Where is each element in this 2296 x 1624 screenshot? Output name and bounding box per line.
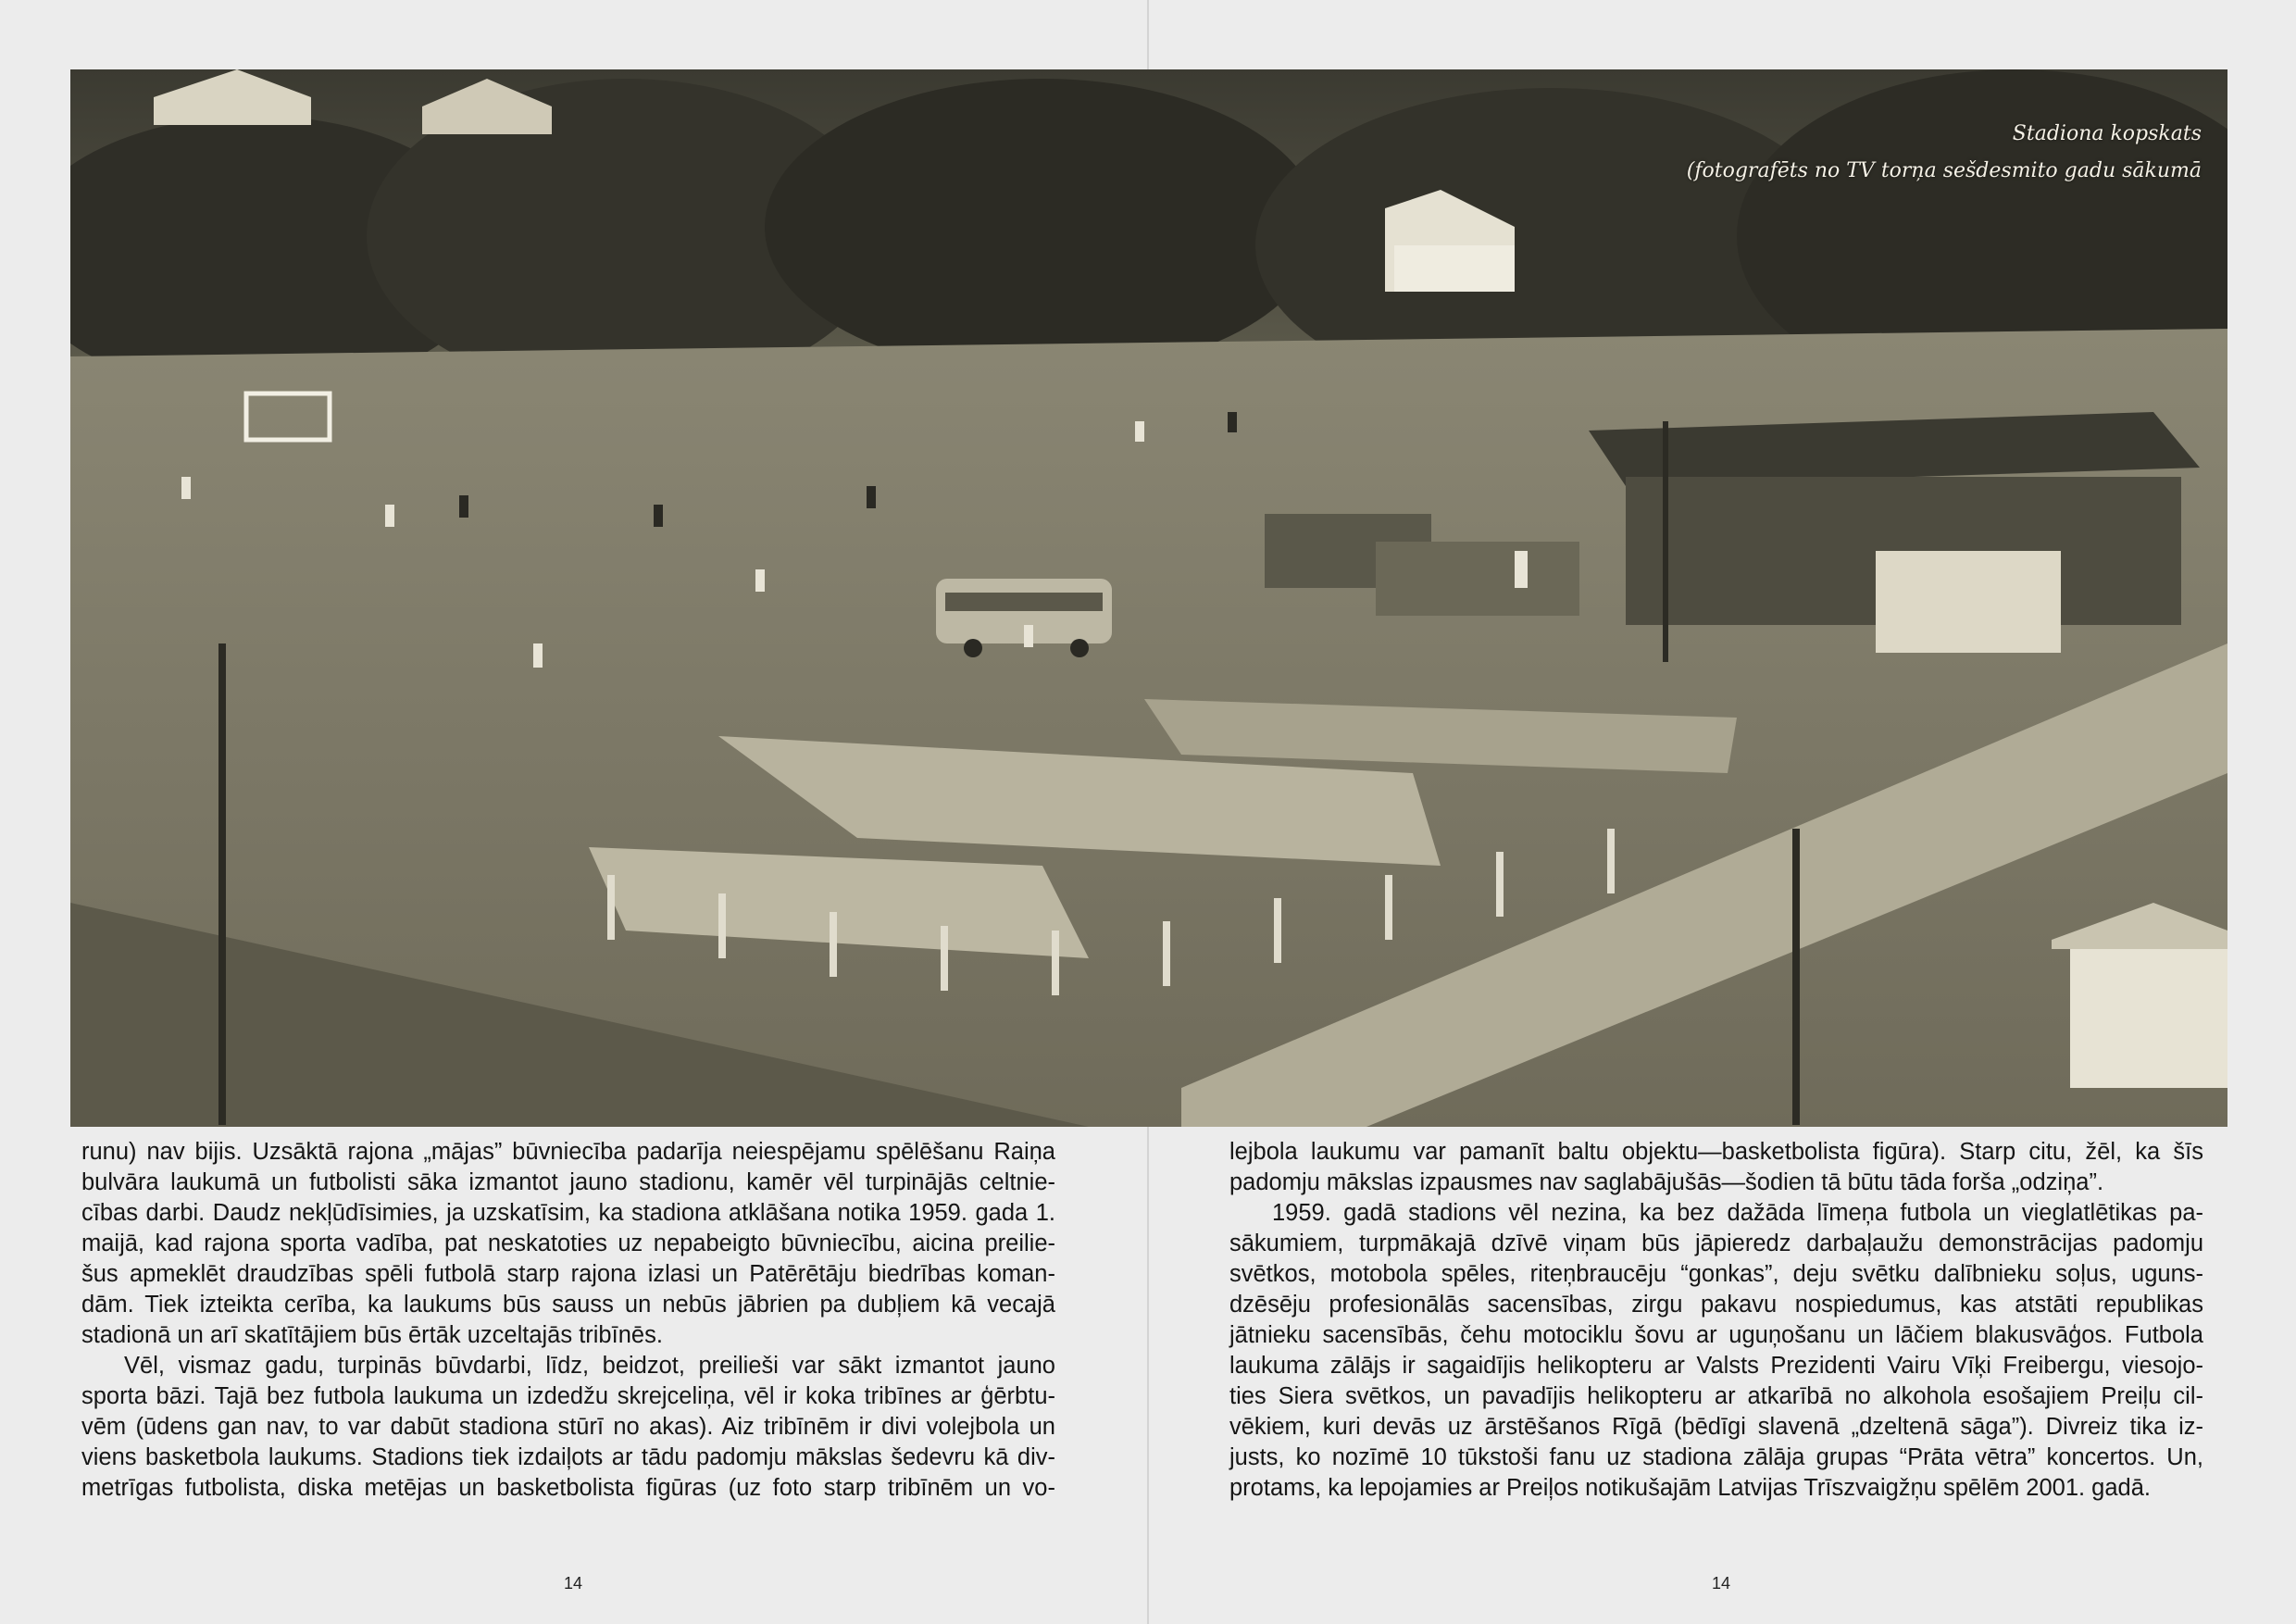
stadium-photo-icon — [70, 69, 2227, 1127]
text-line: ties Siera svētkos, un pavadījis helikopteru ar atkarībā no alkohola esošajiem Preiļu cil- — [1229, 1383, 2203, 1409]
text-line: svētkos, motobola spēles, riteņbraucēju “gonkas”, deju svētku dalībnieku soļus, uguns- — [1229, 1261, 2203, 1287]
text-line: vēkiem, kuri devās uz ārstēšanos Rīgā (bēdīgi slavenā „dzeltenā sāga”). Divreiz tika iz- — [1229, 1414, 2203, 1440]
stadium-photo — [70, 69, 2227, 1127]
text-line: maijā, kad rajona sporta vadība, pat neskatoties uz nepabeigto būvniecību, aicina preilie- — [81, 1230, 1055, 1256]
text-line: vēm (ūdens gan nav, to var dabūt stadiona stūrī no akas). Aiz tribīnēm ir divi volejbola un — [81, 1414, 1055, 1440]
text-line: lejbola laukumu var pamanīt baltu objektu—basketbolista figūra). Starp citu, žēl, ka šīs — [1229, 1139, 2203, 1165]
page-number-left: 14 — [564, 1574, 583, 1593]
text-line: sporta bāzi. Tajā bez futbola laukuma un izdedžu skrejceliņa, vēl ir koka tribīnes ar ģērbtu- — [81, 1383, 1055, 1409]
text-line: dām. Tiek izteikta cerība, ka laukums būs sauss un nebūs jābrien pa dubļiem kā vecajā — [81, 1292, 1055, 1318]
caption-subtitle: (fotografēts no TV torņa sešdesmito gadu sākumā — [1686, 159, 2202, 182]
page-number-right: 14 — [1712, 1574, 1731, 1593]
text-line: laukuma zālājs ir sagaidījis helikopteru ar Valsts Prezidenti Vairu Vīķi Freibergu, viesojo- — [1229, 1353, 2203, 1379]
text-line: 1959. gadā stadions vēl nezina, ka bez dažāda līmeņa futbola un vieglatlētikas pa- — [1272, 1200, 2203, 1226]
text-line: cības darbi. Daudz nekļūdīsimies, ja uzskatīsim, ka stadiona atklāšana notika 1959. gada 1. — [81, 1200, 1055, 1226]
text-line: stadionā un arī skatītājiem būs ērtāk uzceltajās tribīnēs. — [81, 1322, 663, 1348]
text-line: dzēsēju profesionālās sacensības, zirgu pakavu nospiedumus, kas atstāti republikas — [1229, 1292, 2203, 1318]
caption-title: Stadiona kopskats — [2012, 122, 2202, 145]
photo-caption — [1687, 116, 2202, 190]
text-line: jātnieku sacensībās, čehu motociklu šovu ar uguņošanu un lāčiem blakusvāģos. Futbola — [1229, 1322, 2203, 1348]
right-text-column — [1229, 1137, 2203, 1504]
text-line: protams, ka lepojamies ar Preiļos notikušajām Latvijas Trīszvaigžņu spēlēm 2001. gadā. — [1229, 1475, 2151, 1501]
text-line: šus apmeklēt draudzības spēli futbolā starp rajona izlasi un Patērētāju biedrības koman- — [81, 1261, 1055, 1287]
text-line: padomju mākslas izpausmes nav saglabājušās—šodien tā būtu tāda forša „odziņa”. — [1229, 1169, 2104, 1195]
text-line: justs, ko nozīmē 10 tūkstoši fanu uz stadiona zālāja grupas “Prāta vētra” koncertos. Un, — [1229, 1444, 2203, 1470]
left-text-column — [81, 1137, 1055, 1504]
text-line: runu) nav bijis. Uzsāktā rajona „mājas” būvniecība padarīja neiespējamu spēlēšanu Raiņa — [81, 1139, 1055, 1165]
text-line: sākumiem, turpmākajā dzīvē viņam būs jāpieredz darbaļaužu demonstrācijas padomju — [1229, 1230, 2203, 1256]
text-line: Vēl, vismaz gadu, turpinās būvdarbi, līdz, beidzot, preilieši var sākt izmantot jauno — [124, 1353, 1055, 1379]
text-line: bulvāra laukumā un futbolisti sāka izmantot jauno stadionu, kamēr vēl turpinājās celtnie- — [81, 1169, 1055, 1195]
text-line: metrīgas futbolista, diska metējas un basketbolista figūras (uz foto starp tribīnēm un vo- — [81, 1475, 1055, 1501]
text-line: viens basketbola laukums. Stadions tiek izdaiļots ar tādu padomju mākslas šedevru kā div- — [81, 1444, 1055, 1470]
